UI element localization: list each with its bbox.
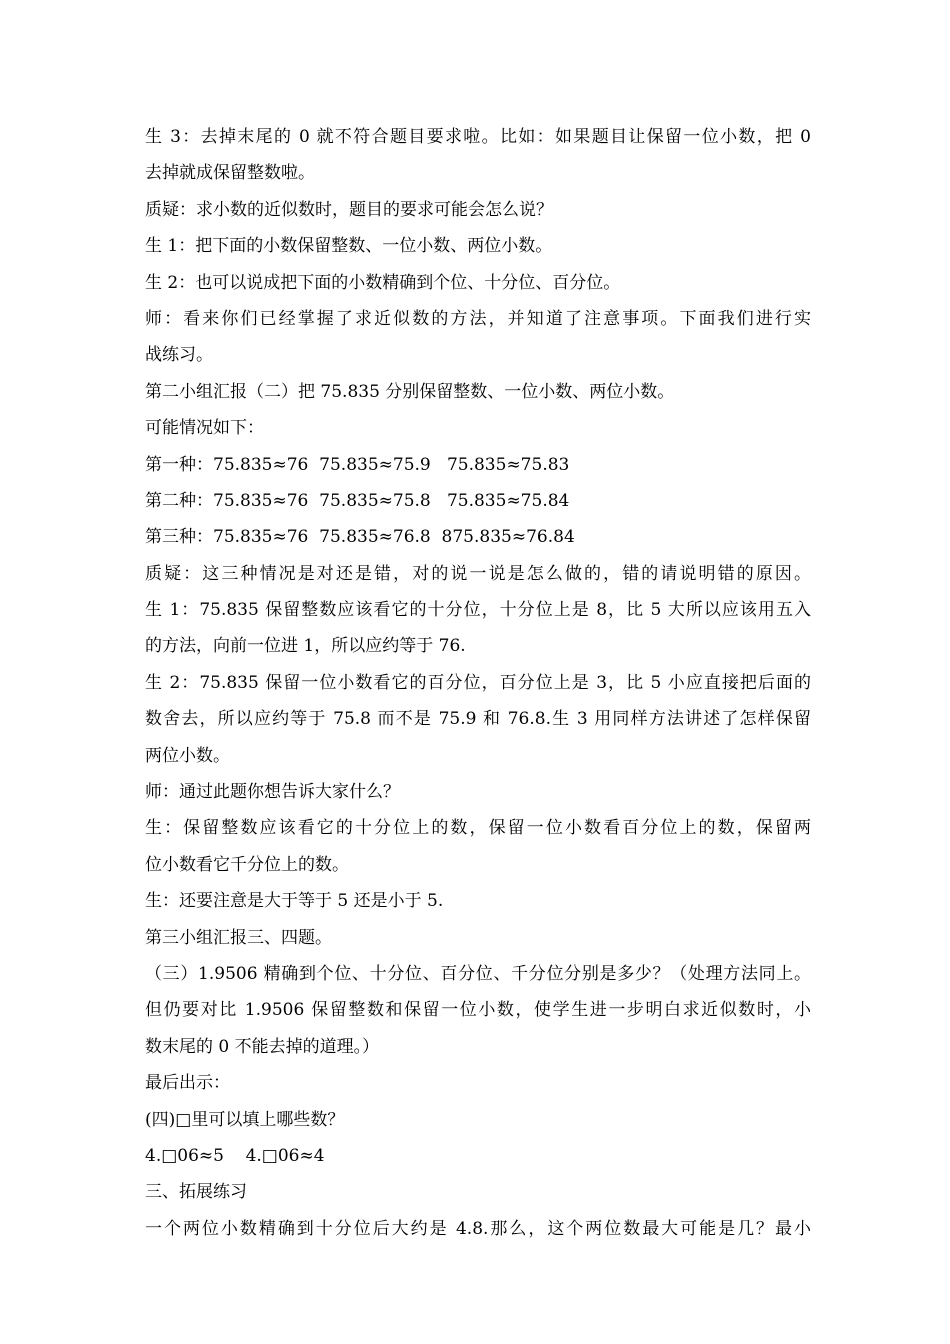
text-line: 师：看来你们已经掌握了求近似数的方法，并知道了注意事项。下面我们进行实 bbox=[145, 308, 811, 329]
text-line: 生 2：75.835 保留一位小数看它的百分位，百分位上是 3，比 5 小应直接把后面的 bbox=[145, 672, 811, 693]
text-line: 两位小数。 bbox=[145, 745, 230, 766]
text-line: 质疑：这三种情况是对还是错，对的说一说是怎么做的，错的请说明错的原因。 bbox=[145, 563, 811, 584]
text-line: 位小数看它千分位上的数。 bbox=[145, 854, 349, 875]
text-line: 可能情况如下： bbox=[145, 418, 264, 439]
text-line: (四)□里可以填上哪些数？ bbox=[145, 1109, 345, 1130]
text-line: 战练习。 bbox=[145, 345, 213, 366]
text-line: 第三种：75.835≈76 75.835≈76.8 875.835≈76.84 bbox=[145, 527, 575, 548]
text-line: （三）1.9506 精确到个位、十分位、百分位、千分位分别是多少？（处理方法同上。 bbox=[145, 963, 811, 984]
text-line: 生 1：把下面的小数保留整数、一位小数、两位小数。 bbox=[145, 236, 553, 257]
text-line: 三、拓展练习 bbox=[145, 1182, 247, 1203]
text-line: 的方法，向前一位进 1，所以应约等于 76. bbox=[145, 636, 466, 657]
text-line: 数末尾的 0 不能去掉的道理。） bbox=[145, 1036, 380, 1057]
text-line: 生 2：也可以说成把下面的小数精确到个位、十分位、百分位。 bbox=[145, 272, 621, 293]
text-line: 师：通过此题你想告诉大家什么？ bbox=[145, 782, 400, 803]
document-page bbox=[145, 119, 811, 1247]
text-line: 最后出示： bbox=[145, 1073, 230, 1094]
text-line: 生 3：去掉末尾的 0 就不符合题目要求啦。比如：如果题目让保留一位小数，把 0 bbox=[145, 127, 811, 147]
text-line: 去掉就成保留整数啦。 bbox=[145, 163, 315, 184]
text-line: 数舍去，所以应约等于 75.8 而不是 75.9 和 76.8.生 3 用同样方法讲述了怎样保留 bbox=[145, 709, 811, 730]
text-line: 4.□06≈5 4.□06≈4 bbox=[145, 1145, 325, 1166]
text-line: 生 1：75.835 保留整数应该看它的十分位，十分位上是 8，比 5 大所以应该用五入 bbox=[145, 600, 811, 621]
text-line: 质疑：求小数的近似数时，题目的要求可能会怎么说？ bbox=[145, 199, 553, 220]
text-line: 第二小组汇报（二）把 75.835 分别保留整数、一位小数、两位小数。 bbox=[145, 381, 675, 402]
text-line: 生：还要注意是大于等于 5 还是小于 5. bbox=[145, 891, 444, 912]
text-line: 但仍要对比 1.9506 保留整数和保留一位小数，使学生进一步明白求近似数时，小 bbox=[145, 1000, 811, 1021]
text-line: 第二种：75.835≈76 75.835≈75.8 75.835≈75.84 bbox=[145, 490, 570, 511]
text-line: 第三小组汇报三、四题。 bbox=[145, 927, 332, 948]
text-line: 生：保留整数应该看它的十分位上的数，保留一位小数看百分位上的数，保留两 bbox=[145, 818, 811, 839]
text-line: 第一种：75.835≈76 75.835≈75.9 75.835≈75.83 bbox=[145, 454, 570, 475]
text-line: 一个两位小数精确到十分位后大约是 4.8.那么，这个两位数最大可能是几？最小 bbox=[145, 1218, 811, 1239]
